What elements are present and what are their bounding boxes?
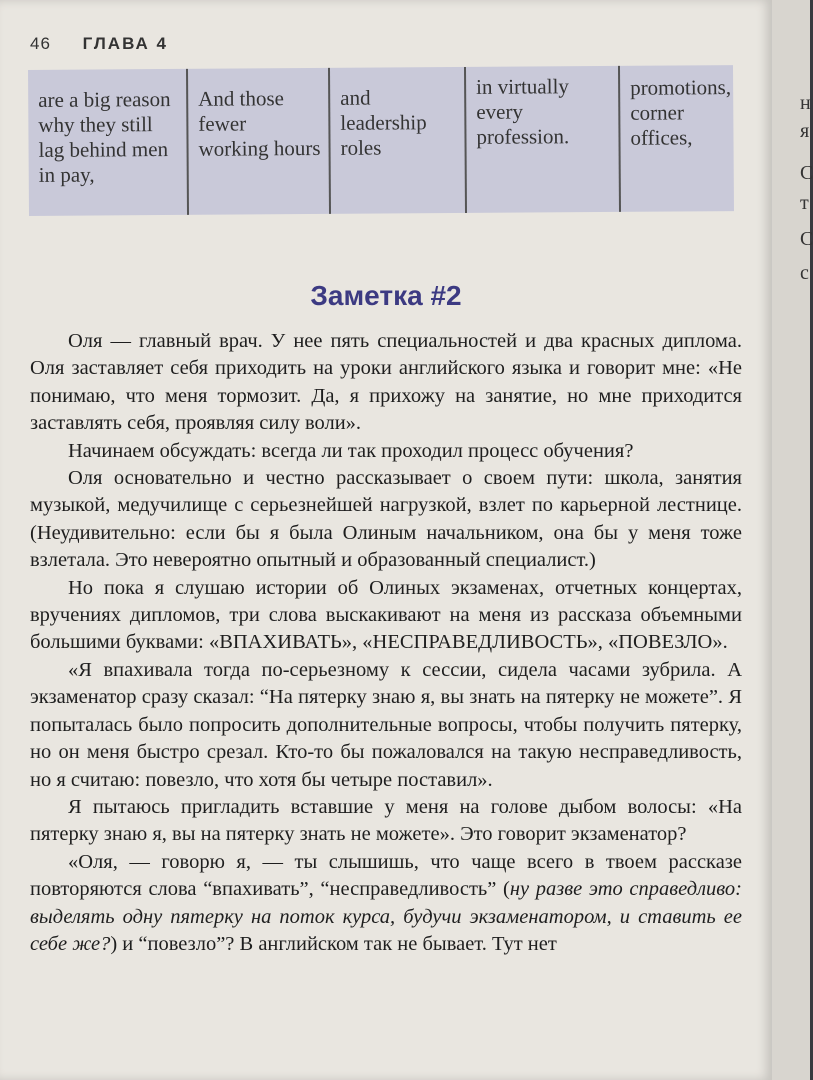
edge-letter: С [800,162,813,184]
paragraph: Оля — главный врач. У нее пять специальностей и два красных диплома. Оля заставляет себя приходить на уроки английского языка и говорит мне: «Не понимаю, что меня тормозит. Да, я прихожу на занятие, но мне приходится заставлять себя, проявляя силу воли». [30,330,742,435]
paragraph-text: ) и “повезло”? В английском так не бывает. Тут нет [110,932,557,955]
edge-letter: с [800,262,809,284]
italic-aside: ну разве это справедливо: выделять одну пятерку на поток курса, будучи экзаменатором, и ставить ее себе же? [30,878,743,955]
note-body [30,328,742,958]
vocab-cell: are a big reason why they still lag behind men in pay, [28,69,189,216]
next-page-edge [772,0,813,1080]
paragraph: Оля основательно и честно рассказывает о своем пути: школа, занятия музыкой, медучилище с серьезнейшей нагрузкой, взлет по карьерной лестнице. (Неудивительно: если бы я была Олиным начальником, она бы у меня тоже взлетала. Это невероятно опытный и образованный специалист.) [30,467,742,572]
vocab-cell: in virtually every profession. [466,66,621,213]
note-title: Заметка #2 [310,280,462,311]
edge-letter: т [800,192,809,214]
running-header [30,34,168,54]
vocab-cell: And those fewer working hours [188,68,331,215]
edge-letter: н [800,92,811,114]
edge-letter: я [800,120,810,142]
chapter-title: ГЛАВА 4 [82,34,168,53]
page-number: 46 [30,34,51,53]
paragraph: Но пока я слушаю истории об Олиных экзаменах, отчетных концертах, вручениях дипломов, три слова выскакивают на меня из рассказа объемными большими буквами: «ВПАХИВАТЬ», «НЕСПРАВЕДЛИВОСТЬ», «ПОВЕЗЛО». [30,576,742,654]
paragraph: Начинаем обсуждать: всегда ли так проходил процесс обучения? [68,439,634,462]
paragraph [30,849,742,959]
vocab-table [28,65,734,216]
paragraph-text: «Оля, — говорю я, — ты слышишь, что чаще всего в твоем рассказе повторяются слова “впахивать”, “несправедливость” ( [30,850,742,901]
paragraph: «Я впахивала тогда по-серьезному к сессии, сидела часами зубрила. А экзаменатор сразу сказал: “На пятерку знаю я, вы знать на пятерку не можете”. Я попыталась было попросить дополнительные вопросы, чтобы получить пятерку, но он меня быстро срезал. Кто-то бы пожаловался на такую несправедливость, но я считаю: повезло, что хотя бы четыре поставил». [30,658,742,791]
paragraph: Я пытаюсь пригладить вставшие у меня на голове дыбом волосы: «На пятерку знаю я, вы на пятерку знать не можете». Это говорит экзаменатор? [30,795,742,846]
vocab-cell: promotions, corner offices, [630,75,732,150]
edge-letter: С [800,228,813,250]
vocab-cell: and leadership roles [330,67,467,214]
